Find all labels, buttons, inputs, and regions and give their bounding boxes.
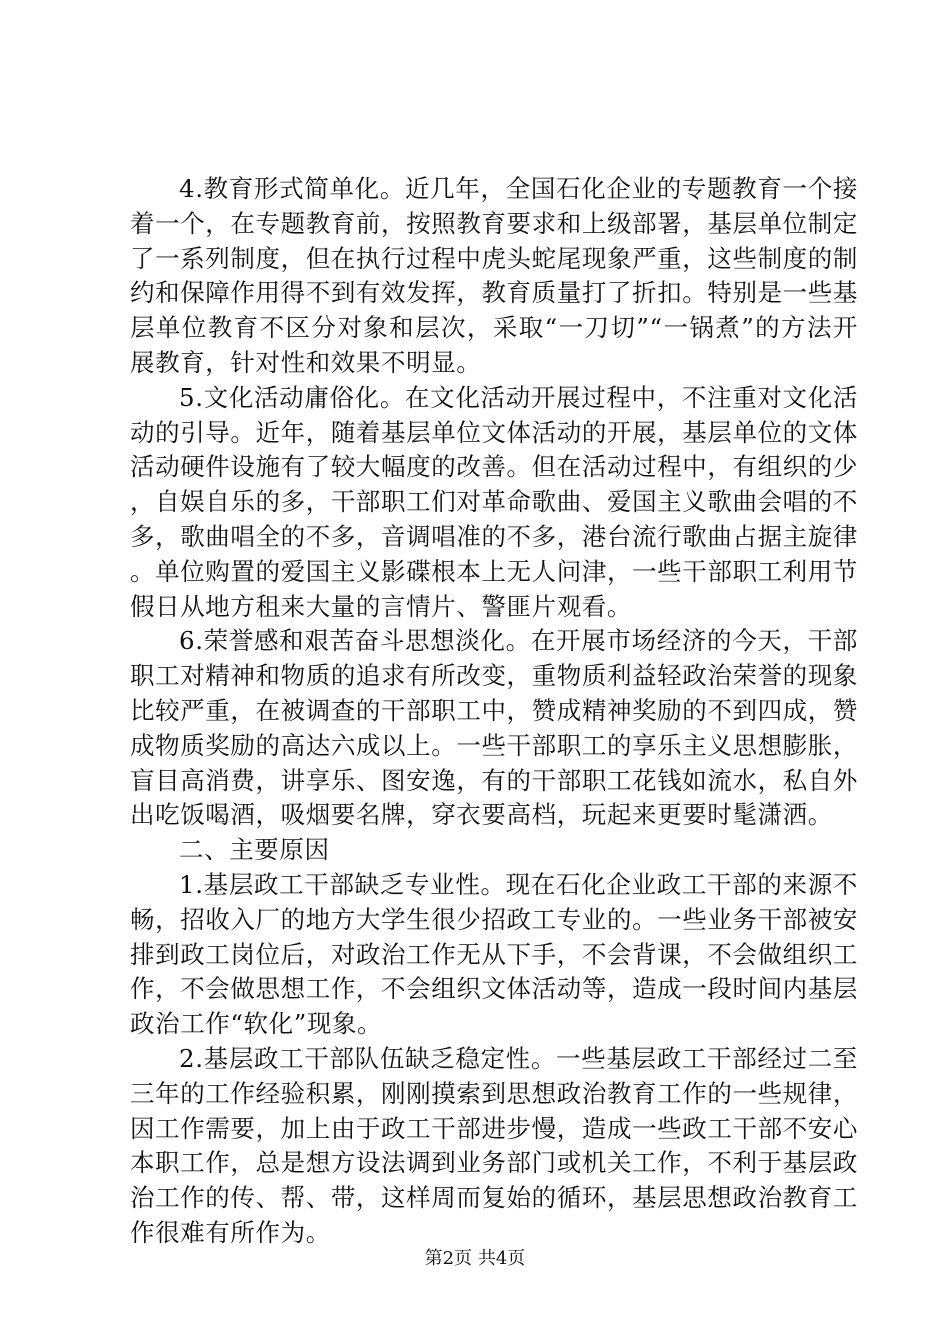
section-heading-main-causes: 二、主要原因 [179,835,330,865]
body-text [130,172,858,1251]
paragraph-education-form: 4.教育形式简单化。近几年，全国石化企业的专题教育一个接着一个，在专题教育前，按照教育要求和上级部署，基层单位制定了一系列制度，但在执行过程中虎头蛇尾现象严重，这些制度的制约和保障作用得不到有效发挥，教育质量打了折扣。特别是一些基层单位教育不区分对象和层次，采取“一刀切”“一锅煮”的方法开展教育，针对性和效果不明显。 [130,174,858,377]
page-footer: 第2页 共4页 [424,1248,526,1269]
paragraph-lack-of-stability: 2.基层政工干部队伍缺乏稳定性。一些基层政工干部经过二至三年的工作经验积累，刚刚摸索到思想政治教育工作的一些规律，因工作需要，加上由于政工干部进步慢，造成一些政工干部不安心本职工作，总是想方设法调到业务部门或机关工作，不利于基层政治工作的传、帮、带，这样周而复始的循环，基层思想政治教育工作很难有所作为。 [130,1043,858,1247]
paragraph-cultural-activities: 5.文化活动庸俗化。在文化活动开展过程中，不注重对文化活动的引导。近年，随着基层单位文体活动的开展，基层单位的文体活动硬件设施有了较大幅度的改善。但在活动过程中，有组织的少，自娱自乐的多，干部职工们对革命歌曲、爱国主义歌曲会唱的不多，歌曲唱全的不多，音调唱准的不多，港台流行歌曲占据主旋律。单位购置的爱国主义影碟根本上无人问津，一些干部职工利用节假日从地方租来大量的言情片、警匪片观看。 [130,382,858,621]
paragraph-lack-of-expertise: 1.基层政工干部缺乏专业性。现在石化企业政工干部的来源不畅，招收入厂的地方大学生很少招政工专业的。一些业务干部被安排到政工岗位后，对政治工作无从下手，不会背课，不会做组织工作，不会做思想工作，不会组织文体活动等，造成一段时间内基层政治工作“软化”现象。 [130,869,858,1039]
paragraph-honor-and-hardship: 6.荣誉感和艰苦奋斗思想淡化。在开展市场经济的今天，干部职工对精神和物质的追求有所改变，重物质利益轻政治荣誉的现象比较严重，在被调查的干部职工中，赞成精神奖励的不到四成，赞成物质奖励的高达六成以上。一些干部职工的享乐主义思想膨胀，盲目高消费，讲享乐、图安逸，有的干部职工花钱如流水，私自外出吃饭喝酒，吸烟要名牌，穿衣要高档，玩起来更要时髦潇洒。 [130,626,858,830]
